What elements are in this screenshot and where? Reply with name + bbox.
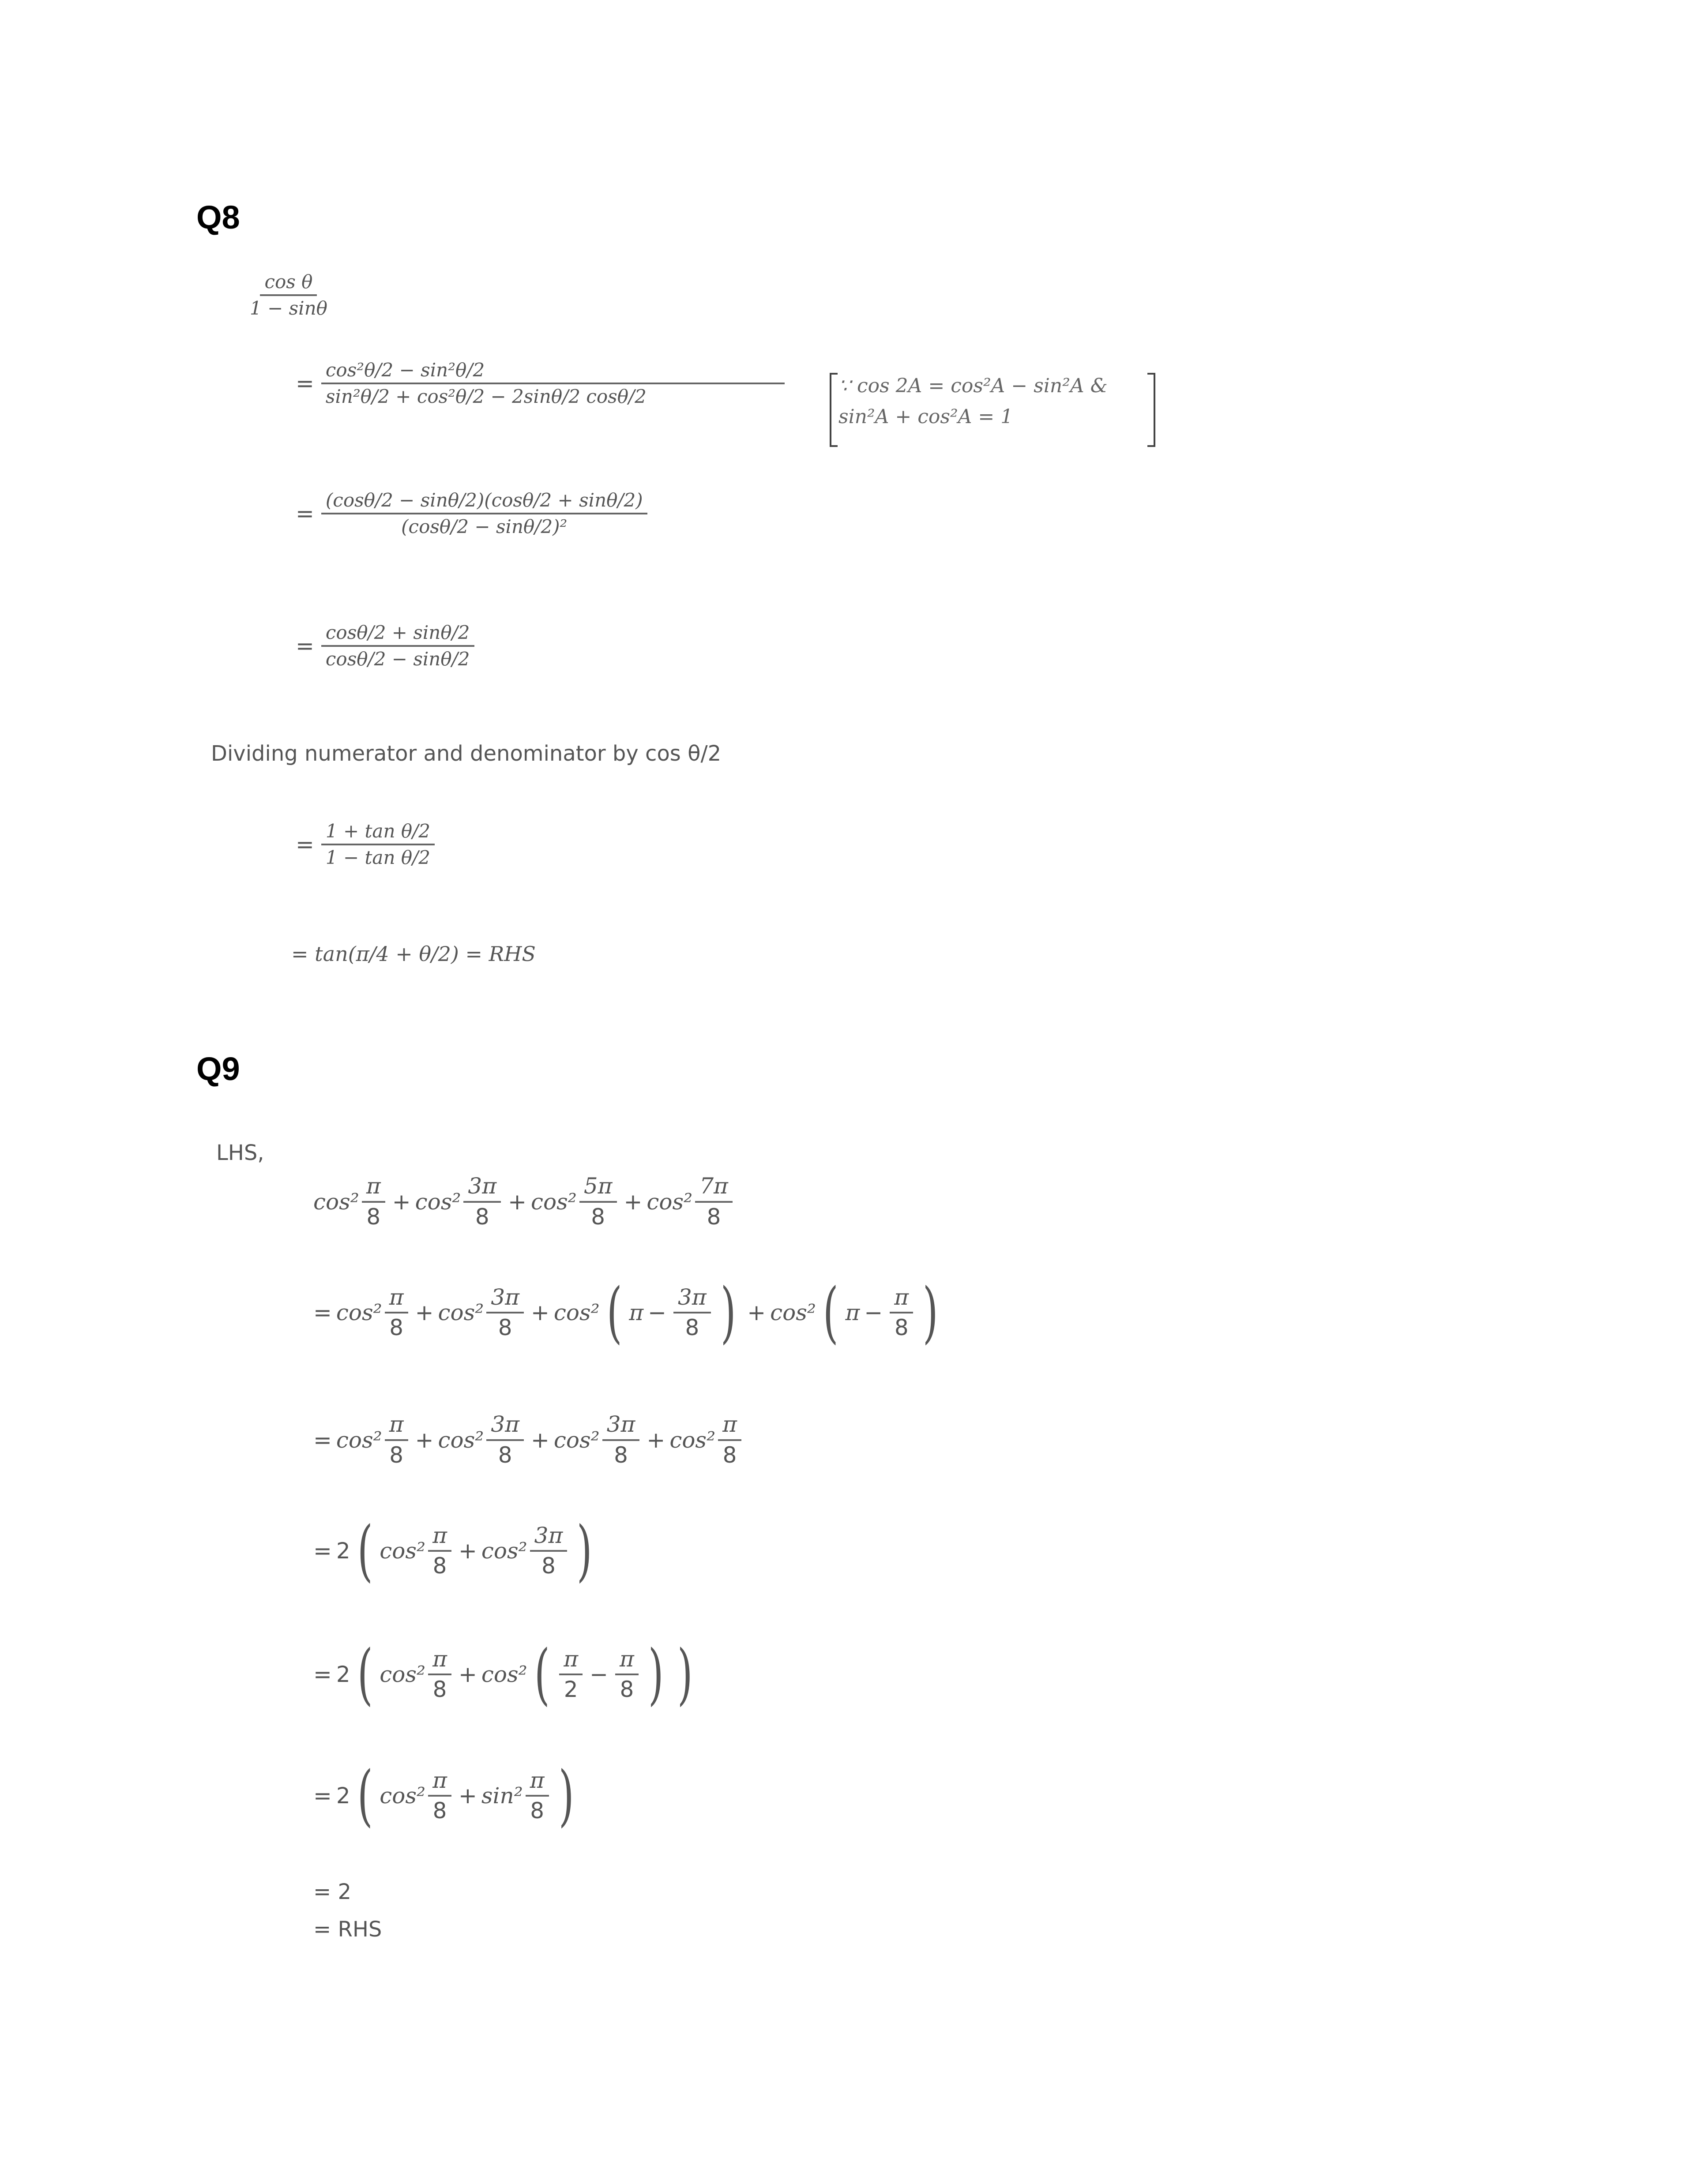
q9-l1-cos2-a: cos² xyxy=(313,1189,359,1215)
q9-l5-den-c: 8 xyxy=(620,1677,634,1702)
q9-l5-cos2-b: cos² xyxy=(481,1662,527,1687)
q8-line4-numerator: cosθ/2 + sinθ/2 xyxy=(321,622,474,647)
q8-line3-equals: = xyxy=(296,501,314,527)
q9-l2-num-c: 3π xyxy=(673,1285,711,1314)
q9-l2-paren-close-a: ) xyxy=(720,1274,736,1351)
q9-l4-paren-close: ) xyxy=(577,1512,593,1589)
q8-line3-numerator: (cosθ/2 − sinθ/2)(cosθ/2 + sinθ/2) xyxy=(321,490,647,514)
q9-l5-den-a: 8 xyxy=(432,1677,447,1702)
q8-line1-fraction xyxy=(245,271,332,319)
q8-line4-denominator: cosθ/2 − sinθ/2 xyxy=(325,648,470,670)
q9-l3-num-b: 3π xyxy=(486,1412,524,1441)
q9-l1-den-d: 8 xyxy=(707,1204,721,1230)
q9-l2-paren-open-b: ( xyxy=(823,1274,838,1351)
q9-lhs-label: LHS, xyxy=(216,1141,264,1165)
q8-line1 xyxy=(243,271,335,319)
q9-l3-plus-b: + xyxy=(531,1427,549,1453)
q9-result: = 2 xyxy=(313,1880,352,1904)
q8-line5-fraction xyxy=(321,821,435,869)
q9-l6-sin2: sin² xyxy=(481,1783,523,1809)
q9-l6-paren-open: ( xyxy=(357,1757,373,1834)
q8-line2-equals: = xyxy=(296,371,314,397)
q9-l3-plus-a: + xyxy=(415,1427,434,1453)
q9-l2-cos2-b: cos² xyxy=(438,1300,484,1325)
q8-line5-numerator: 1 + tan θ/2 xyxy=(321,821,435,845)
q9-l2-equals: = xyxy=(313,1300,332,1325)
q9-l3-den-a: 8 xyxy=(389,1442,404,1468)
q9-l1-den-b: 8 xyxy=(475,1204,489,1230)
q8-line5-denominator: 1 − tan θ/2 xyxy=(325,847,430,869)
q8-line5-equals: = xyxy=(296,832,314,858)
q9-l2-den-d: 8 xyxy=(894,1315,909,1340)
q8-line3-denominator: (cosθ/2 − sinθ/2)² xyxy=(401,516,568,538)
q9-l2-paren-open-a: ( xyxy=(606,1274,622,1351)
q9-l2-num-a: π xyxy=(385,1285,408,1314)
q9-l3-den-b: 8 xyxy=(498,1442,512,1468)
q9-line1 xyxy=(313,1174,735,1230)
q9-l3-den-d: 8 xyxy=(722,1442,737,1468)
q9-l4-coef: 2 xyxy=(336,1538,350,1564)
q8-line1-denominator: 1 − sinθ xyxy=(250,297,327,319)
q8-heading: Q8 xyxy=(196,199,240,236)
q9-l5-cos2-a: cos² xyxy=(380,1662,426,1687)
q9-line5 xyxy=(309,1636,700,1713)
q9-l2-plus-c: + xyxy=(747,1300,766,1325)
q8-line6: = tan(π/4 + θ/2) = RHS xyxy=(291,942,536,966)
q9-l2-den-b: 8 xyxy=(498,1315,512,1340)
q9-l6-paren-close: ) xyxy=(558,1757,574,1834)
q9-l2-paren-close-b: ) xyxy=(922,1274,938,1351)
q9-l3-plus-c: + xyxy=(647,1427,665,1453)
q8-line1-numerator: cos θ xyxy=(260,271,317,296)
q9-l1-den-c: 8 xyxy=(591,1204,605,1230)
q9-line3 xyxy=(309,1412,744,1468)
q9-l2-num-d: π xyxy=(890,1285,913,1314)
q9-l2-minus-a: − xyxy=(648,1300,667,1325)
q9-l1-num-d: 7π xyxy=(695,1174,733,1203)
q9-l1-cos2-b: cos² xyxy=(415,1189,461,1215)
q9-l2-plus-a: + xyxy=(415,1300,434,1325)
q9-l5-num-b: π xyxy=(559,1647,583,1676)
q9-l2-num-b: 3π xyxy=(486,1285,524,1314)
q9-l5-paren-open-a: ( xyxy=(357,1636,373,1713)
q9-l4-num-a: π xyxy=(428,1523,451,1552)
q9-l5-plus: + xyxy=(458,1662,477,1687)
q9-l2-cos2-a: cos² xyxy=(336,1300,382,1325)
q8-line3-fraction xyxy=(321,490,647,538)
q9-l4-num-b: 3π xyxy=(530,1523,568,1552)
q9-l4-equals: = xyxy=(313,1538,332,1564)
q8-line2-numerator: cos²θ/2 − sin²θ/2 xyxy=(321,360,785,384)
q9-line4 xyxy=(309,1512,599,1589)
q9-l1-cos2-d: cos² xyxy=(647,1189,693,1215)
q9-l2-pi-a: π xyxy=(629,1300,644,1325)
q9-l4-cos2-a: cos² xyxy=(380,1538,426,1564)
q8-note xyxy=(838,371,1108,433)
q9-l3-num-a: π xyxy=(385,1412,408,1441)
q9-rhs: = RHS xyxy=(313,1917,382,1942)
q9-heading: Q9 xyxy=(196,1051,240,1087)
q8-line4 xyxy=(291,622,477,670)
q9-l6-den-b: 8 xyxy=(530,1798,545,1824)
q8-note-line1: ∵ cos 2A = cos²A − sin²A & xyxy=(838,375,1108,397)
q9-l4-den-a: 8 xyxy=(432,1553,447,1579)
q8-line5 xyxy=(291,821,437,869)
q9-l5-minus: − xyxy=(590,1662,608,1687)
q9-l1-plus-b: + xyxy=(508,1189,526,1215)
q9-l6-plus: + xyxy=(458,1783,477,1809)
q9-l2-den-c: 8 xyxy=(685,1315,699,1340)
q9-l5-num-c: π xyxy=(615,1647,639,1676)
q9-l1-den-a: 8 xyxy=(366,1204,381,1230)
q9-line6 xyxy=(309,1757,581,1834)
q9-l1-num-b: 3π xyxy=(463,1174,501,1203)
q9-l5-equals: = xyxy=(313,1662,332,1687)
q9-l4-plus: + xyxy=(458,1538,477,1564)
q9-l2-cos2-d: cos² xyxy=(770,1300,816,1325)
q9-l6-cos2: cos² xyxy=(380,1783,426,1809)
q8-line2-fraction xyxy=(321,360,785,408)
q9-l5-paren-close-a: ) xyxy=(677,1636,693,1713)
q9-l5-den-b: 2 xyxy=(564,1677,578,1702)
q9-l2-pi-b: π xyxy=(845,1300,860,1325)
q8-line3 xyxy=(291,490,650,538)
q8-note-line2: sin²A + cos²A = 1 xyxy=(838,405,1013,428)
q9-l5-paren-open-b: ( xyxy=(534,1636,550,1713)
q9-l3-cos2-a: cos² xyxy=(336,1427,382,1453)
q9-l3-equals: = xyxy=(313,1427,332,1453)
q9-l5-paren-close-b: ) xyxy=(648,1636,664,1713)
q9-l3-cos2-b: cos² xyxy=(438,1427,484,1453)
q8-line2-denominator: sin²θ/2 + cos²θ/2 − 2sinθ/2 cosθ/2 xyxy=(325,386,647,408)
q8-line4-equals: = xyxy=(296,633,314,659)
q9-l1-plus-a: + xyxy=(392,1189,411,1215)
q9-l4-cos2-b: cos² xyxy=(481,1538,527,1564)
q9-l2-den-a: 8 xyxy=(389,1315,404,1340)
q9-line2 xyxy=(309,1274,945,1351)
q9-l3-cos2-d: cos² xyxy=(669,1427,716,1453)
q9-l2-plus-b: + xyxy=(531,1300,549,1325)
q9-l1-num-a: π xyxy=(362,1174,385,1203)
q9-l6-equals: = xyxy=(313,1783,332,1809)
q9-l6-coef: 2 xyxy=(336,1783,350,1809)
q9-l5-coef: 2 xyxy=(336,1662,350,1687)
q9-l5-num-a: π xyxy=(428,1647,451,1676)
q9-l6-num-b: π xyxy=(526,1768,549,1797)
q9-l3-cos2-c: cos² xyxy=(553,1427,600,1453)
q8-line2 xyxy=(291,360,787,408)
q9-l1-plus-c: + xyxy=(624,1189,643,1215)
q9-l3-den-c: 8 xyxy=(614,1442,628,1468)
q8-note-bracket-left xyxy=(830,373,838,447)
q9-l4-paren-open: ( xyxy=(357,1512,373,1589)
q9-l3-num-c: 3π xyxy=(602,1412,640,1441)
q9-l6-num-a: π xyxy=(428,1768,451,1797)
q9-l1-cos2-c: cos² xyxy=(531,1189,577,1215)
q8-dividing-text: Dividing numerator and denominator by cos θ/2 xyxy=(211,741,722,766)
q9-l4-den-b: 8 xyxy=(541,1553,556,1579)
q9-l6-den-a: 8 xyxy=(432,1798,447,1824)
q8-line4-fraction xyxy=(321,622,474,670)
q9-l1-num-c: 5π xyxy=(579,1174,617,1203)
q9-l2-minus-b: − xyxy=(864,1300,883,1325)
q9-l3-num-d: π xyxy=(718,1412,741,1441)
q8-note-bracket-right xyxy=(1147,373,1155,447)
q9-l2-cos2-c: cos² xyxy=(553,1300,600,1325)
